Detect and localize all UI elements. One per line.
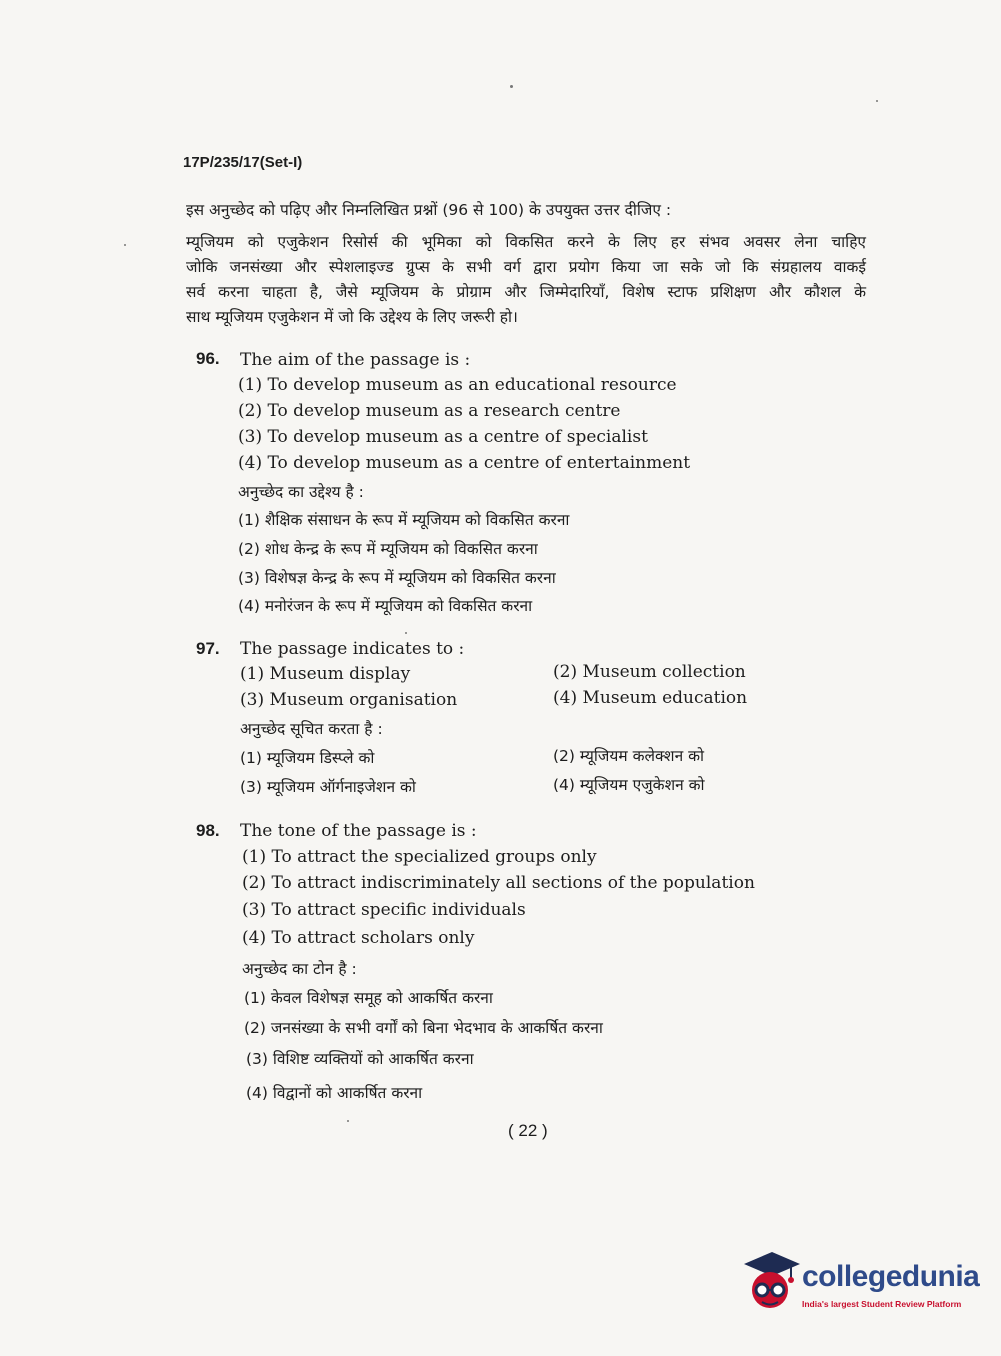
collegedunia-tagline: India's largest Student Review Platform xyxy=(802,1299,962,1309)
question-98-text-en: The tone of the passage is : xyxy=(240,821,477,841)
q97-option-hi-1: (1) म्यूजियम डिस्प्ले को xyxy=(240,749,375,767)
question-98-text-hi: अनुच्छेद का टोन है : xyxy=(242,960,357,978)
q96-option-hi-1: (1) शैक्षिक संसाधन के रूप में म्यूजियम को विकसित करना xyxy=(238,511,570,529)
page-number: ( 22 ) xyxy=(508,1121,548,1140)
instruction-text: इस अनुच्छेद को पढ़िए और निम्नलिखित प्रश्नों (96 से 100) के उपयुक्त उत्तर दीजिए : xyxy=(186,201,672,219)
scan-speck xyxy=(876,100,878,102)
question-96-text-hi: अनुच्छेद का उद्देश्य है : xyxy=(238,483,364,501)
scan-speck xyxy=(510,85,513,88)
question-number-97: 97. xyxy=(196,639,220,658)
collegedunia-watermark xyxy=(742,1250,980,1320)
q98-option-hi-1: (1) केवल विशेषज्ञ समूह को आकर्षित करना xyxy=(244,989,493,1007)
q98-option-hi-2: (2) जनसंख्या के सभी वर्गों को बिना भेदभाव के आकर्षित करना xyxy=(244,1019,603,1037)
passage-line: साथ म्यूजियम एजुकेशन में जो कि उद्देश्य के लिए जरूरी हो। xyxy=(186,308,518,326)
q98-option-en-4: (4) To attract scholars only xyxy=(242,928,475,948)
q98-option-en-2: (2) To attract indiscriminately all sections of the population xyxy=(242,873,755,893)
q96-option-en-1: (1) To develop museum as an educational resource xyxy=(238,375,677,395)
q97-option-en-4: (4) Museum education xyxy=(553,688,748,708)
q98-option-hi-3: (3) विशिष्ट व्यक्तियों को आकर्षित करना xyxy=(246,1050,474,1068)
q96-option-en-2: (2) To develop museum as a research centre xyxy=(238,401,621,421)
collegedunia-brand: collegedunia xyxy=(802,1260,980,1293)
q97-option-hi-4: (4) म्यूजियम एजुकेशन को xyxy=(553,776,705,794)
q97-option-en-1: (1) Museum display xyxy=(240,664,411,684)
q96-option-en-4: (4) To develop museum as a centre of entertainment xyxy=(238,453,691,473)
paper-code: 17P/235/17(Set-I) xyxy=(183,154,303,171)
q96-option-hi-4: (4) मनोरंजन के रूप में म्यूजियम को विकसित करना xyxy=(238,597,533,615)
q98-option-en-1: (1) To attract the specialized groups only xyxy=(242,847,597,867)
passage-line: म्यूजियम को एजुकेशन रिसोर्स की भूमिका को विकसित करने के लिए हर संभव अवसर लेना चाहिए xyxy=(186,233,866,251)
q96-option-hi-2: (2) शोध केन्द्र के रूप में म्यूजियम को विकसित करना xyxy=(238,540,538,558)
q98-option-en-3: (3) To attract specific individuals xyxy=(242,900,526,920)
q97-option-hi-3: (3) म्यूजियम ऑर्गनाइजेशन को xyxy=(240,778,416,796)
question-number-98: 98. xyxy=(196,821,220,840)
scan-speck xyxy=(405,632,407,634)
passage-line: जोकि जनसंख्या और स्पेशलाइज्ड ग्रुप्स के सभी वर्ग द्वारा प्रयोग किया जा सके जो कि संग्रहालय वाकई xyxy=(186,258,866,276)
passage-line: सर्व करना चाहता है, जैसे म्यूजियम के प्रोग्राम और जिम्मेदारियाँ, विशेष स्टाफ प्रशिक्षण और कौशल के xyxy=(186,283,866,301)
q97-option-en-3: (3) Museum organisation xyxy=(240,690,458,710)
q96-option-hi-3: (3) विशेषज्ञ केन्द्र के रूप में म्यूजियम को विकसित करना xyxy=(238,569,556,587)
q96-option-en-3: (3) To develop museum as a centre of specialist xyxy=(238,427,648,447)
question-number-96: 96. xyxy=(196,349,220,368)
question-97-text-hi: अनुच्छेद सूचित करता है : xyxy=(240,720,383,738)
q97-option-en-2: (2) Museum collection xyxy=(553,662,746,682)
question-97-text-en: The passage indicates to : xyxy=(240,639,465,659)
scan-speck xyxy=(124,244,126,246)
scan-speck xyxy=(347,1120,349,1122)
mascot-logo-icon xyxy=(742,1250,802,1312)
q98-option-hi-4: (4) विद्वानों को आकर्षित करना xyxy=(246,1084,423,1102)
q97-option-hi-2: (2) म्यूजियम कलेक्शन को xyxy=(553,747,705,765)
question-96-text-en: The aim of the passage is : xyxy=(240,350,471,370)
